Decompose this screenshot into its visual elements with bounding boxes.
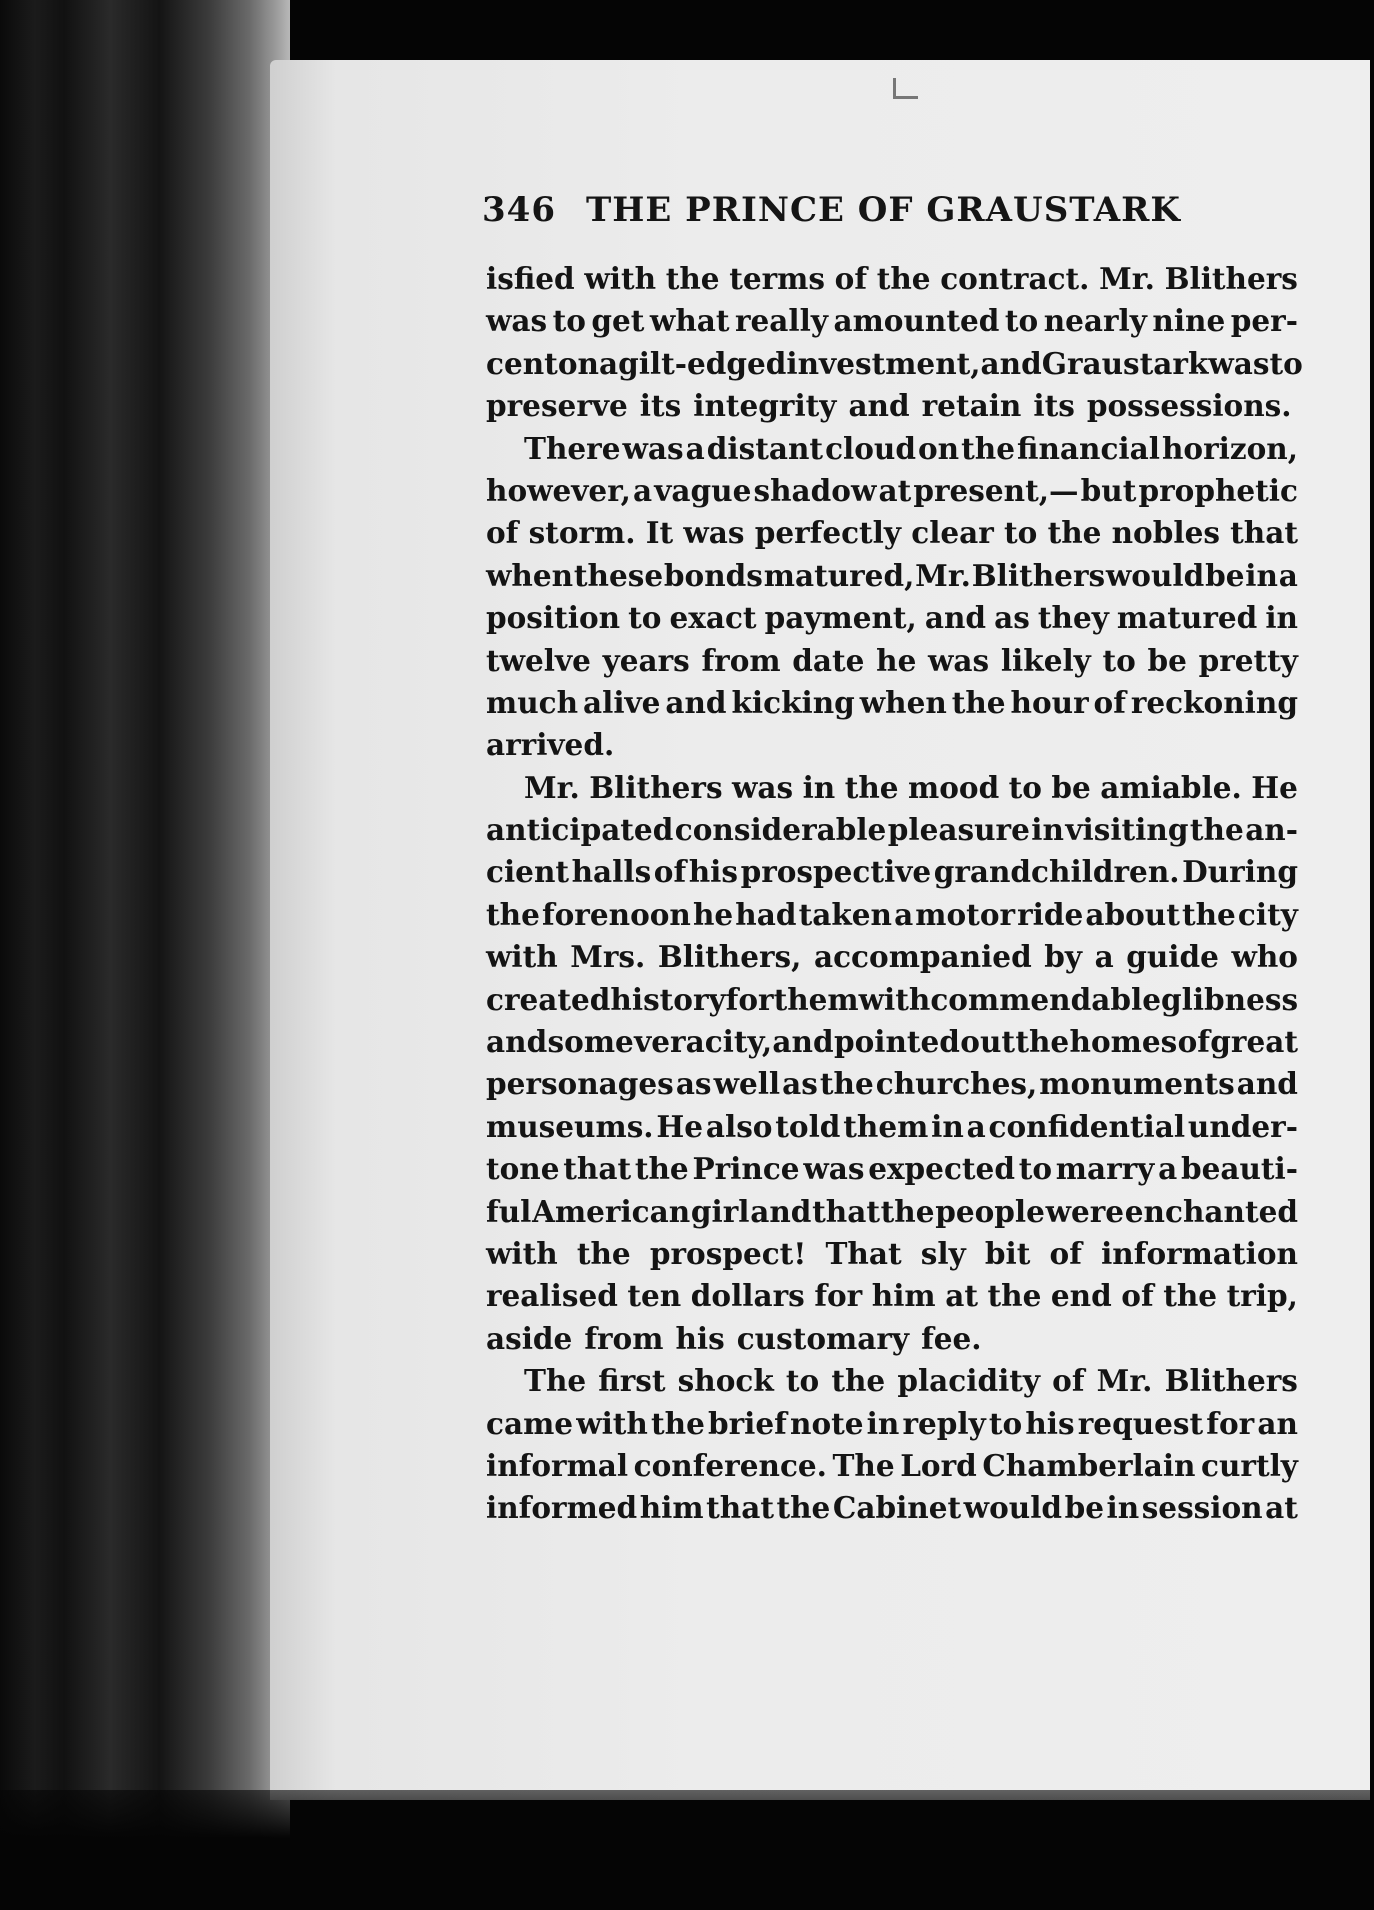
text-line: arrived. <box>486 727 615 763</box>
text-line: was to get what really amounted to nearly nine per- <box>486 303 1298 339</box>
text-line: Mr. Blithers was in the mood to be amiable. He <box>524 769 1298 805</box>
text-line: however, a vague shadow at present,— but prophetic <box>486 472 1298 508</box>
text-line: and some veracity, and pointed out the homes of great <box>486 1024 1298 1060</box>
page-number: 346 <box>482 190 556 230</box>
text-line: created history for them with commendable glibness <box>486 981 1299 1017</box>
text-line: with Mrs. Blithers, accompanied by a guide who <box>486 939 1298 975</box>
book-spine-edge <box>0 0 290 1910</box>
text-line: the forenoon he had taken a motor ride about the city <box>486 896 1298 932</box>
text-line: realised ten dollars for him at the end of the trip, <box>486 1278 1298 1314</box>
page-header <box>482 190 1302 240</box>
text-line: cient halls of his prospective grandchildren. During <box>486 854 1298 890</box>
text-line: cent on a gilt-edged investment, and Graustark was to <box>486 345 1303 381</box>
text-line: twelve years from date he was likely to be pretty <box>486 642 1298 678</box>
bottom-shadow <box>0 1790 1374 1910</box>
text-line: came with the brief note in reply to his request for an <box>486 1405 1298 1441</box>
text-line: tone that the Prince was expected to marry a beauti- <box>486 1151 1298 1187</box>
text-line: personages as well as the churches, monuments and <box>486 1066 1298 1102</box>
text-line: informed him that the Cabinet would be in session at <box>486 1490 1298 1526</box>
body-text <box>486 258 1303 1530</box>
text-line: There was a distant cloud on the financial horizon, <box>524 430 1298 466</box>
text-line: anticipated considerable pleasure in visiting the an- <box>486 812 1298 848</box>
text-line: aside from his customary fee. <box>486 1320 982 1356</box>
page-corner-mark <box>893 78 918 99</box>
text-line: preserve its integrity and retain its possessions. <box>486 388 1292 424</box>
running-title: THE PRINCE OF GRAUSTARK <box>586 190 1181 230</box>
text-line: of storm. It was perfectly clear to the nobles that <box>486 515 1298 551</box>
text-line: informal conference. The Lord Chamberlain curtly <box>486 1447 1298 1483</box>
text-line: isfied with the terms of the contract. Mr. Blithers <box>486 261 1298 296</box>
text-line: museums. He also told them in a confidential under- <box>486 1108 1298 1144</box>
text-line: when these bonds matured, Mr. Blithers would be in a <box>486 557 1298 593</box>
text-line: much alive and kicking when the hour of reckoning <box>486 684 1298 720</box>
text-line: The first shock to the placidity of Mr. Blithers <box>524 1363 1298 1399</box>
text-line: position to exact payment, and as they matured in <box>486 600 1298 636</box>
text-line: with the prospect! That sly bit of information <box>486 1235 1298 1271</box>
text-line: ful American girl and that the people were enchanted <box>486 1193 1298 1229</box>
